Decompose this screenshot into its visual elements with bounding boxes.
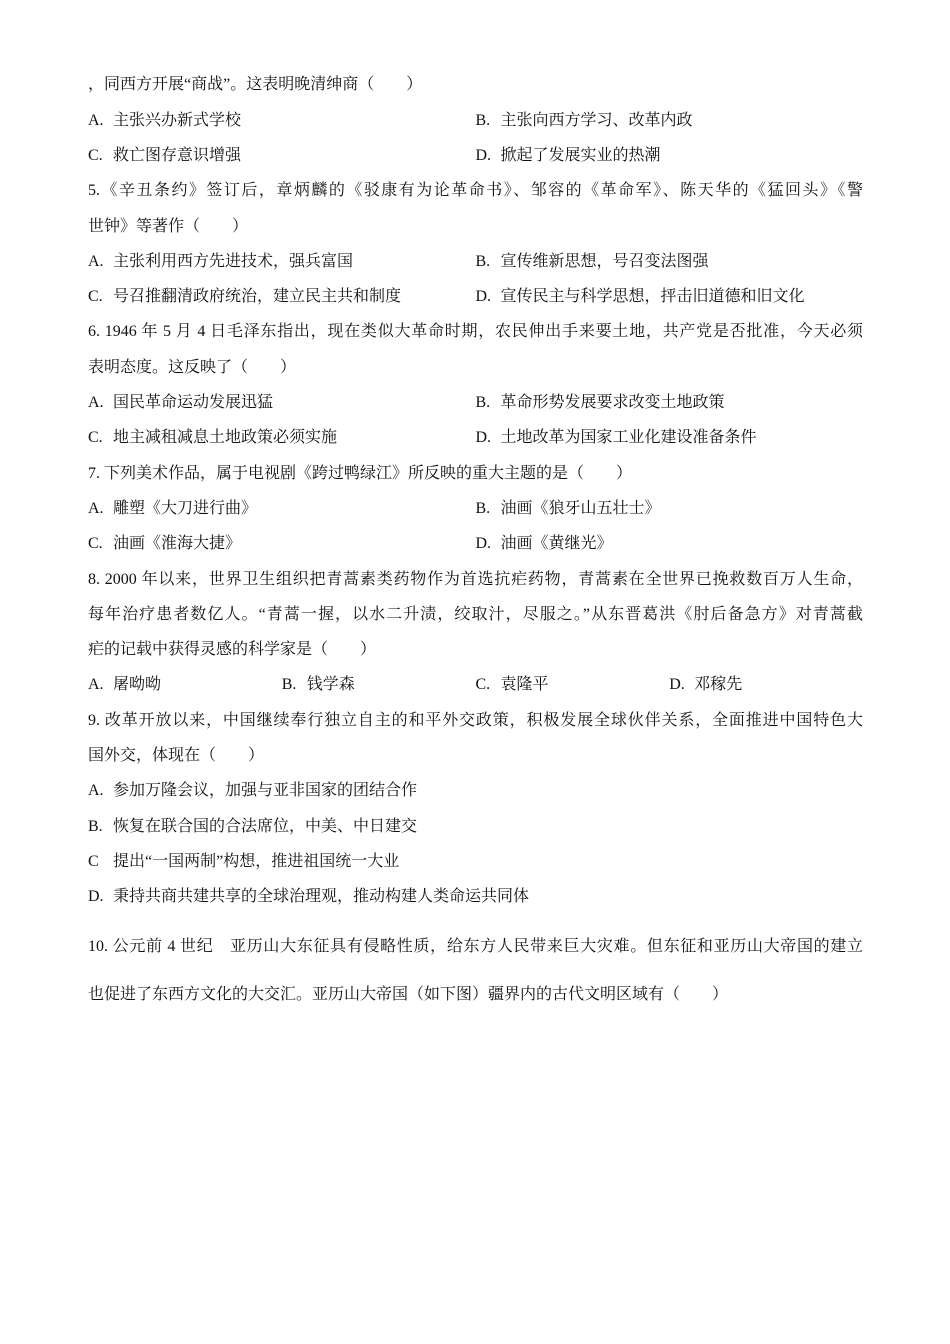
option-text: 秉持共商共建共享的全球治理观，推动构建人类命运共同体	[113, 888, 530, 906]
option-a	[88, 491, 476, 526]
option-b	[282, 667, 476, 702]
options-row	[88, 138, 863, 173]
question-10	[88, 923, 863, 1019]
option-d	[476, 279, 864, 314]
option-text: 革命形势发展要求改变土地政策	[500, 394, 725, 412]
option-label: D.	[475, 288, 492, 306]
option-b	[88, 809, 863, 844]
question-4-continuation	[88, 67, 863, 173]
option-c	[88, 138, 476, 173]
option-text: 宣传维新思想，号召变法图强	[500, 252, 709, 270]
question-5	[88, 173, 863, 314]
option-label: B.	[475, 499, 491, 517]
option-text: 主张利用西方先进技术，强兵富国	[113, 252, 354, 270]
options-row	[88, 844, 863, 879]
option-d	[669, 667, 863, 702]
option-label: C.	[88, 146, 103, 164]
option-b	[476, 385, 864, 420]
question-stem-line: 5.《辛丑条约》签订后，章炳麟的《驳康有为论革命书》、邹容的《革命军》、陈天华的《猛回头》《警	[88, 182, 863, 200]
option-c	[88, 279, 476, 314]
option-a	[88, 667, 282, 702]
question-stem-line: 每年治疗患者数亿人。“青蒿一握，以水二升渍，绞取汁，尽服之。”从东晋葛洪《肘后备急方》对青蒿截	[88, 605, 863, 623]
option-text: 提出“一国两制”构想，推进祖国统一大业	[113, 852, 400, 870]
option-b	[476, 244, 864, 279]
question-stem-line: 8. 2000 年以来，世界卫生组织把青蒿素类药物作为首选抗疟药物，青蒿素在全世界已挽救数百万人生命，	[88, 570, 863, 588]
option-text: 地主减租减息土地政策必须实施	[113, 429, 338, 447]
option-label: A.	[88, 782, 104, 800]
option-label: D.	[88, 888, 104, 906]
option-text: 参加万隆会议，加强与亚非国家的团结合作	[113, 782, 418, 800]
option-a	[88, 103, 476, 138]
question-stem-line: 表明态度。这反映了（ ）	[88, 358, 297, 376]
option-label: C.	[88, 288, 103, 306]
option-c	[476, 667, 670, 702]
option-text: 掀起了发展实业的热潮	[500, 146, 661, 164]
options-row	[88, 279, 863, 314]
question-7	[88, 456, 863, 562]
option-label: A.	[88, 676, 104, 694]
question-stem-line: 疟的记载中获得灵感的科学家是（ ）	[88, 641, 377, 659]
option-text: 油画《狼牙山五壮士》	[500, 499, 661, 517]
option-label: B.	[475, 111, 491, 129]
option-d	[476, 138, 864, 173]
options-row	[88, 773, 863, 808]
option-label: C.	[88, 535, 103, 553]
option-a	[88, 773, 863, 808]
option-label: A.	[88, 252, 104, 270]
option-text: 屠呦呦	[113, 676, 162, 694]
question-stem-line: 国外交，体现在（ ）	[88, 746, 265, 764]
options-row	[88, 526, 863, 561]
option-label: A.	[88, 499, 104, 517]
page-content	[88, 67, 863, 1019]
question-stem-line: 10. 公元前 4 世纪 亚历山大东征具有侵略性质，给东方人民带来巨大灾难。但东征和亚历山大帝国的建立	[88, 937, 863, 955]
option-text: 雕塑《大刀进行曲》	[113, 499, 258, 517]
question-stem-line: 世钟》等著作（ ）	[88, 217, 249, 235]
options-row	[88, 667, 863, 702]
option-text: 袁隆平	[500, 676, 549, 694]
option-text: 邓稼先	[694, 676, 743, 694]
options-row	[88, 103, 863, 138]
option-text: 国民革命运动发展迅猛	[113, 394, 274, 412]
option-label: A.	[88, 394, 104, 412]
option-d	[476, 420, 864, 455]
question-stem-line: 7. 下列美术作品，属于电视剧《跨过鸭绿江》所反映的重大主题的是（ ）	[88, 464, 633, 482]
option-text: 主张向西方学习、改革内政	[500, 111, 693, 129]
option-d	[88, 879, 863, 914]
options-row	[88, 879, 863, 914]
option-text: 宣传民主与科学思想，抨击旧道德和旧文化	[500, 288, 805, 306]
option-c	[88, 844, 863, 879]
option-text: 恢复在联合国的合法席位，中美、中日建交	[113, 817, 418, 835]
option-text: 救亡图存意识增强	[113, 146, 242, 164]
option-label: C.	[475, 676, 491, 694]
option-a	[88, 244, 476, 279]
option-text: 油画《黄继光》	[500, 535, 613, 553]
question-8	[88, 562, 863, 703]
options-row	[88, 809, 863, 844]
option-label: D.	[669, 676, 685, 694]
option-label: B.	[475, 394, 491, 412]
options-row	[88, 244, 863, 279]
option-text: 主张兴办新式学校	[113, 111, 242, 129]
options-row	[88, 420, 863, 455]
question-stem-line: 9. 改革开放以来，中国继续奉行独立自主的和平外交政策，积极发展全球伙伴关系，全面推进中国特色大	[88, 711, 863, 729]
question-stem-line: ，同西方开展“商战”。这表明晚清绅商（ ）	[88, 76, 423, 94]
option-label: C	[88, 852, 99, 870]
option-label: A.	[88, 111, 104, 129]
option-text: 号召推翻清政府统治，建立民主共和制度	[113, 288, 402, 306]
option-d	[476, 526, 864, 561]
option-label: C.	[88, 429, 103, 447]
option-c	[88, 526, 476, 561]
question-9	[88, 703, 863, 915]
option-b	[476, 491, 864, 526]
option-label: D.	[475, 535, 492, 553]
option-text: 土地改革为国家工业化建设准备条件	[500, 429, 757, 447]
option-label: D.	[475, 146, 492, 164]
option-c	[88, 420, 476, 455]
option-label: B.	[88, 817, 103, 835]
option-a	[88, 385, 476, 420]
option-label: B.	[281, 676, 297, 694]
option-text: 钱学森	[306, 676, 355, 694]
option-label: D.	[475, 429, 492, 447]
question-stem-line: 6. 1946 年 5 月 4 日毛泽东指出，现在类似大革命时期，农民伸出手来要土地，共产党是否批准，今天必须	[88, 323, 863, 341]
question-6	[88, 314, 863, 455]
option-text: 油画《淮海大捷》	[113, 535, 242, 553]
options-row	[88, 491, 863, 526]
option-b	[476, 103, 864, 138]
options-row	[88, 385, 863, 420]
question-stem-line: 也促进了东西方文化的大交汇。亚历山大帝国（如下图）疆界内的古代文明区域有（ ）	[88, 985, 729, 1003]
option-label: B.	[475, 252, 491, 270]
